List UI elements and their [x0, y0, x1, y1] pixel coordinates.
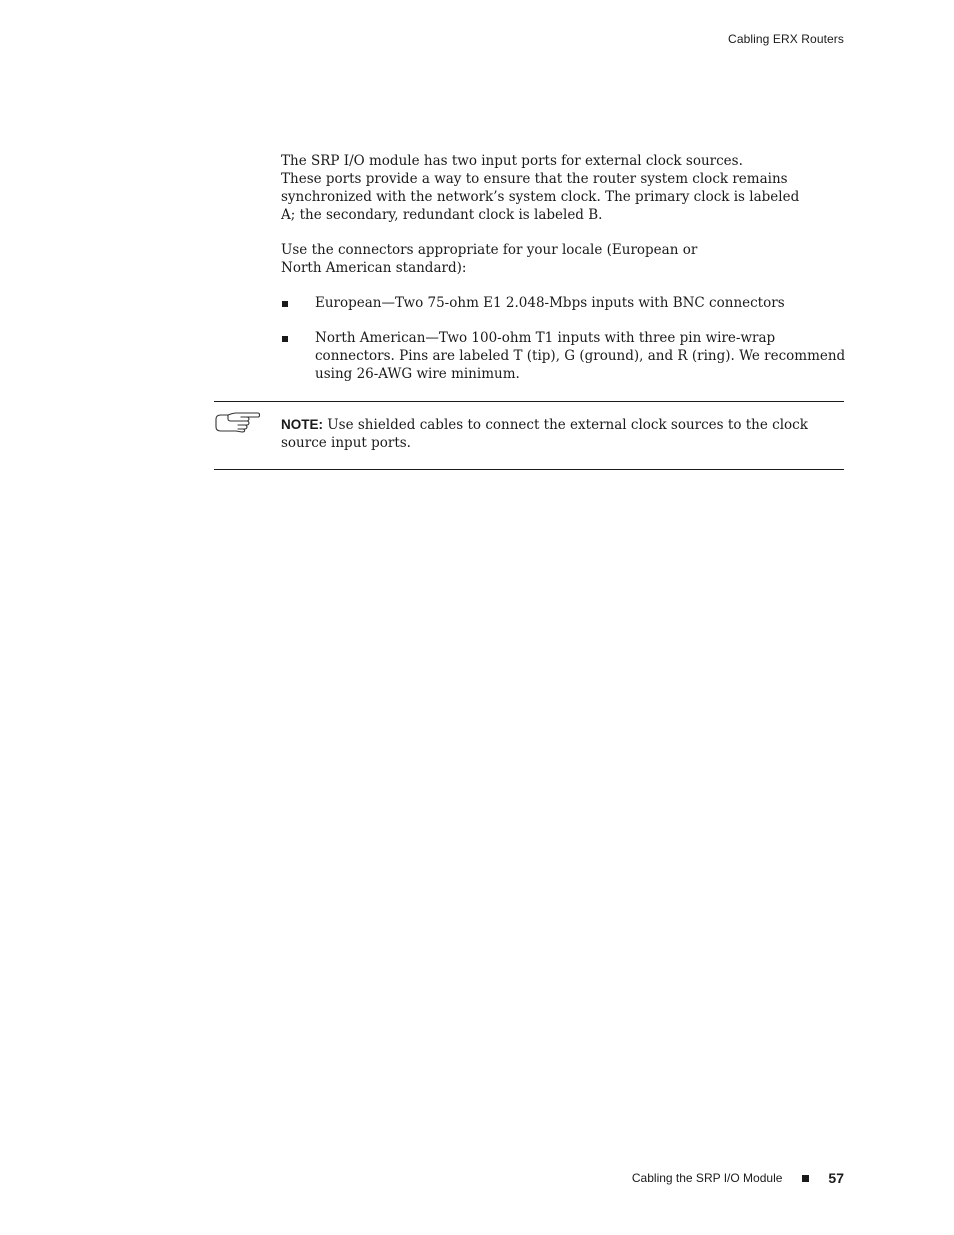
connectors-paragraph [281, 241, 844, 277]
footer-section-title: Cabling the SRP I/O Module [631, 1171, 783, 1185]
intro-paragraph [281, 152, 844, 224]
bullet-square-icon [282, 301, 288, 307]
page-footer [632, 1170, 844, 1186]
paragraph-line: synchronized with the network’s system clock. The primary clock is labeled [281, 189, 800, 205]
pointing-hand-icon [214, 410, 260, 434]
note-bottom-rule [214, 469, 844, 470]
paragraph-line: These ports provide a way to ensure that the router system clock remains [281, 171, 788, 187]
paragraph-line: The SRP I/O module has two input ports for external clock sources. [281, 153, 743, 169]
list-item-text: European—Two 75-ohm E1 2.048-Mbps inputs with BNC connectors [315, 295, 785, 311]
list-item-north-american [281, 329, 844, 383]
paragraph-line: A; the secondary, redundant clock is labeled B. [281, 207, 603, 223]
connector-list [281, 294, 844, 400]
note-line: source input ports. [281, 435, 411, 451]
note-line [281, 416, 844, 434]
list-item-european [281, 294, 844, 312]
list-item-text: North American—Two 100-ohm T1 inputs with three pin wire-wrap [315, 330, 776, 346]
list-item-text: using 26-AWG wire minimum. [315, 366, 520, 382]
page-number: 57 [828, 1170, 844, 1186]
note-text: Use shielded cables to connect the external clock sources to the clock [327, 417, 808, 433]
paragraph-line: North American standard): [281, 260, 467, 276]
note-callout [281, 416, 844, 452]
note-top-rule [214, 401, 844, 402]
paragraph-line: Use the connectors appropriate for your locale (European or [281, 242, 698, 258]
bullet-square-icon [282, 336, 288, 342]
note-label: NOTE: [281, 417, 323, 432]
separator-square-icon [802, 1175, 809, 1182]
running-header: Cabling ERX Routers [728, 32, 844, 46]
list-item-text: connectors. Pins are labeled T (tip), G (ground), and R (ring). We recommend [315, 348, 846, 364]
